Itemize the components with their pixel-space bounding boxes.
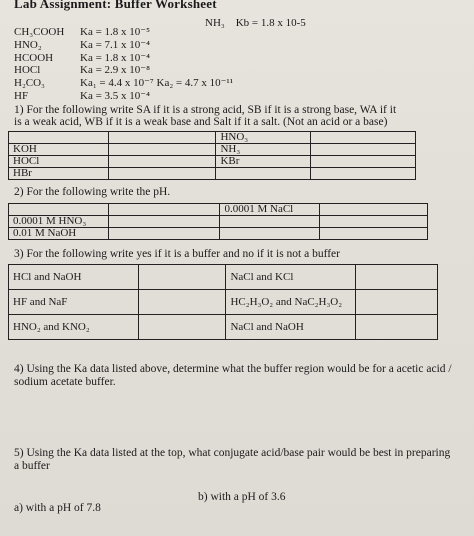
answer-cell[interactable] <box>108 156 216 168</box>
answer-cell[interactable] <box>138 315 226 340</box>
kb-value: Kb = 1.8 x 10-5 <box>235 17 306 29</box>
answer-cell[interactable] <box>311 168 416 180</box>
species: H₂CO₃ <box>14 77 45 90</box>
answer-cell[interactable] <box>311 156 416 168</box>
ka-value: Ka = 3.5 x 10⁻⁴ <box>80 89 150 102</box>
table-cell: 0.0001 M NaCl <box>220 204 320 216</box>
table-cell <box>220 228 320 240</box>
table-cell: HBr <box>9 168 109 180</box>
species: HOCl <box>14 64 41 77</box>
table-cell: 0.01 M NaOH <box>9 228 109 240</box>
table-cell: KBr <box>216 156 311 168</box>
answer-cell[interactable] <box>356 290 438 315</box>
question-2-text: 2) For the following write the pH. <box>14 186 171 198</box>
table-cell: NH₃ <box>216 144 311 156</box>
table-row <box>9 156 416 168</box>
kb-species: NH₃ <box>205 17 225 29</box>
ka-row <box>14 39 233 52</box>
table-row <box>9 290 438 315</box>
ka-value: Ka = 2.9 x 10⁻⁸ <box>80 64 150 77</box>
table-cell: HOCl <box>9 156 109 168</box>
table-row <box>9 228 428 240</box>
question-2-table <box>8 203 428 240</box>
table-cell: HF and NaF <box>9 290 139 315</box>
table-cell: 0.0001 M HNO₃ <box>9 216 109 228</box>
question-4-text: 4) Using the Ka data listed above, determine what the buffer region would be for a acetic acid / sodium acetate buffer. <box>14 363 452 388</box>
ka-row <box>14 90 233 103</box>
ka-row <box>14 77 233 90</box>
answer-cell[interactable] <box>320 204 428 216</box>
table-cell: HC₂H₃O₂ and NaC₂H₃O₂ <box>226 290 356 315</box>
question-5b-text: b) with a pH of 3.6 <box>198 491 286 503</box>
answer-cell[interactable] <box>356 265 438 290</box>
question-5-text: 5) Using the Ka data listed at the top, what conjugate acid/base pair would be best in preparing a buffer <box>14 447 451 472</box>
answer-cell[interactable] <box>108 228 220 240</box>
table-row <box>9 204 428 216</box>
table-cell: NaCl and KCl <box>226 265 356 290</box>
answer-cell[interactable] <box>138 290 226 315</box>
page-title: Lab Assignment: Buffer Worksheet <box>14 0 217 11</box>
answer-cell[interactable] <box>108 216 220 228</box>
table-row <box>9 315 438 340</box>
table-cell <box>9 132 109 144</box>
table-row <box>9 265 438 290</box>
ka-list <box>14 26 233 103</box>
answer-cell[interactable] <box>138 265 226 290</box>
answer-cell[interactable] <box>108 132 216 144</box>
question-1-table <box>8 131 416 180</box>
ka-row <box>14 64 233 77</box>
ka-value: Ka = 1.8 x 10⁻⁵ <box>80 26 150 38</box>
species: HNO₂ <box>14 38 42 51</box>
species: HF <box>14 89 29 102</box>
answer-cell[interactable] <box>108 168 216 180</box>
species: HCOOH <box>14 51 54 64</box>
table-cell <box>220 216 320 228</box>
answer-cell[interactable] <box>108 204 220 216</box>
table-row <box>9 216 428 228</box>
answer-cell[interactable] <box>311 144 416 156</box>
question-5a-text: a) with a pH of 7.8 <box>14 502 101 514</box>
ka-row <box>14 26 233 39</box>
table-row <box>9 168 416 180</box>
table-row <box>9 132 416 144</box>
ka-row <box>14 52 233 65</box>
table-cell: HCl and NaOH <box>9 265 139 290</box>
ka-value: Ka = 1.8 x 10⁻⁴ <box>80 51 150 64</box>
table-cell: KOH <box>9 144 109 156</box>
answer-cell[interactable] <box>356 315 438 340</box>
answer-cell[interactable] <box>320 228 428 240</box>
question-1-text: 1) For the following write SA if it is a strong acid, SB if it is a strong base, WA if it is a weak acid, WB if it is a weak base and Salt if it a salt. (Not an acid or a base) <box>14 104 397 128</box>
ka-value: Ka₁ = 4.4 x 10⁻⁷ Ka₂ = 4.7 x 10⁻¹¹ <box>80 77 234 90</box>
answer-cell[interactable] <box>320 216 428 228</box>
species: CH₃COOH <box>14 26 65 38</box>
table-cell <box>9 204 109 216</box>
table-cell: NaCl and NaOH <box>226 315 356 340</box>
question-3-table <box>8 264 438 340</box>
table-cell: HNO₃ <box>216 132 311 144</box>
table-cell <box>216 168 311 180</box>
table-cell: HNO₂ and KNO₂ <box>9 315 139 340</box>
kb-entry <box>205 17 306 29</box>
ka-value: Ka = 7.1 x 10⁻⁴ <box>80 38 150 51</box>
table-row <box>9 144 416 156</box>
answer-cell[interactable] <box>108 144 216 156</box>
question-3-text: 3) For the following write yes if it is a buffer and no if it is not a buffer <box>14 248 340 260</box>
answer-cell[interactable] <box>311 132 416 144</box>
